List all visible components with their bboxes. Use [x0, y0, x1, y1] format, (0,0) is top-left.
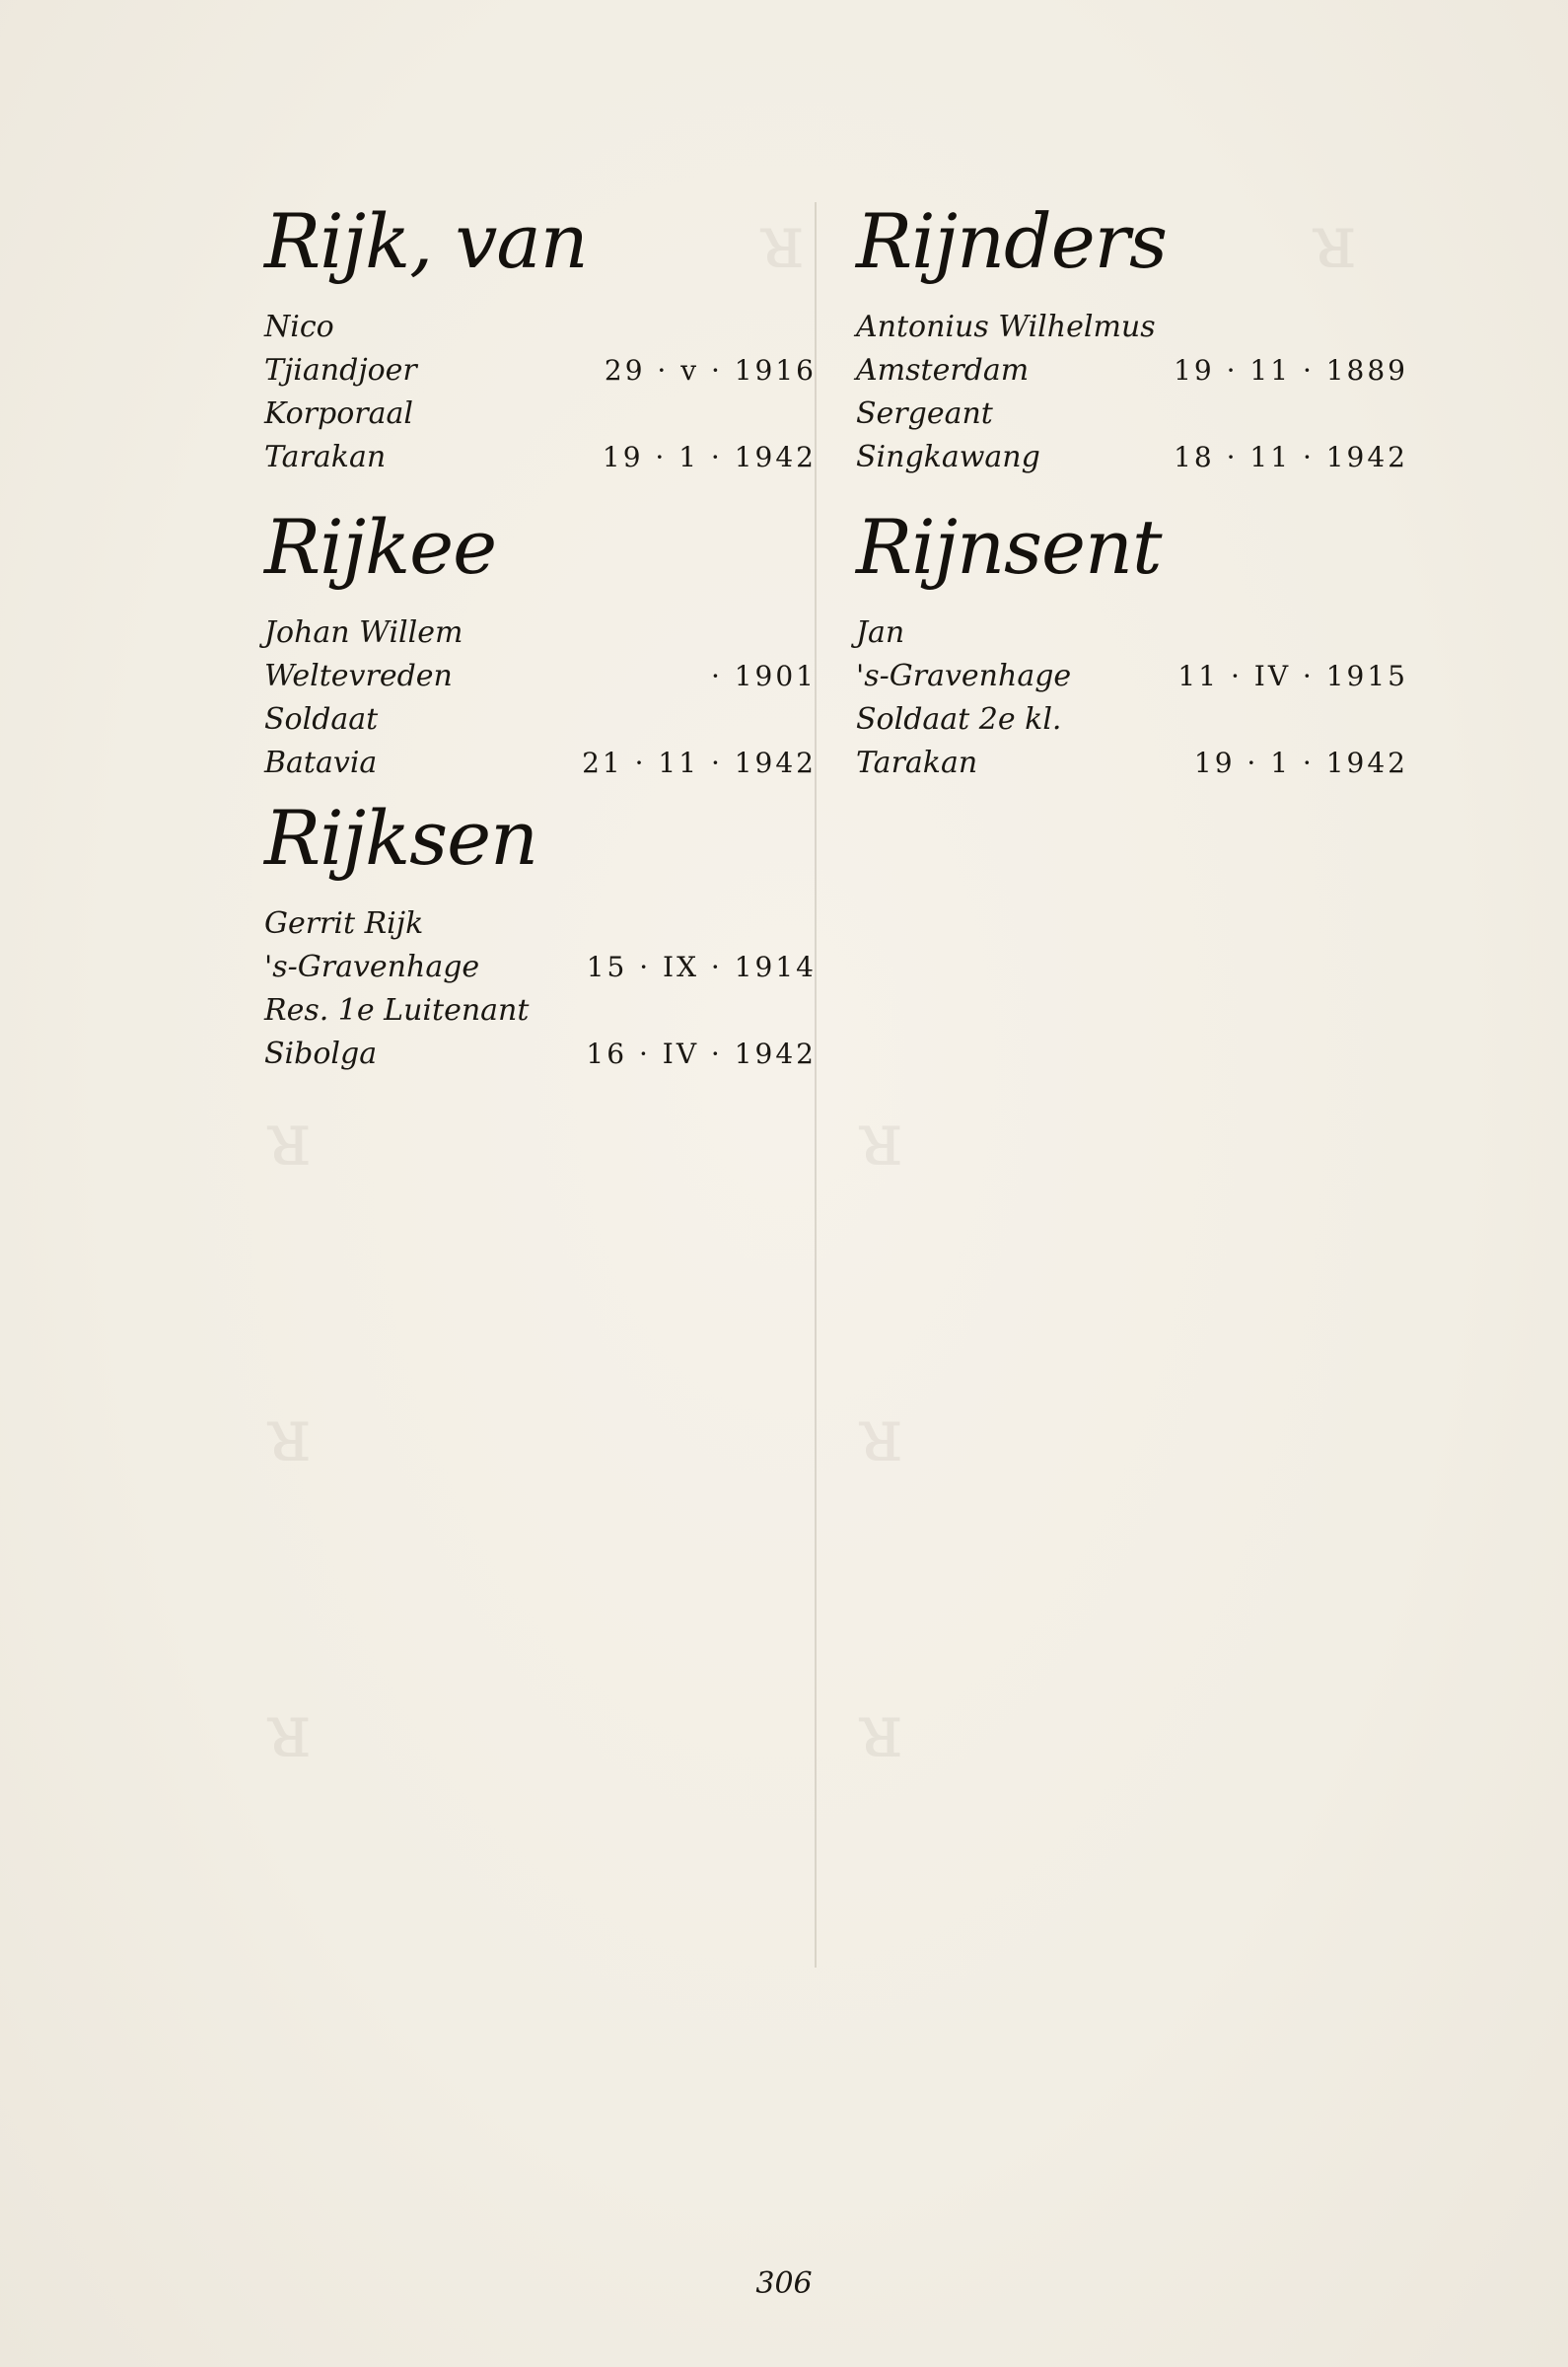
- bleed-through-decoration: ᴚ: [1312, 197, 1357, 285]
- entry-rijk-van: [264, 197, 817, 479]
- bleed-through-decoration: ᴚ: [759, 197, 805, 285]
- bleed-through-decoration: ᴚ: [266, 1686, 312, 1774]
- entry-line: [264, 989, 817, 1033]
- entry-label: Singkawang: [856, 440, 1040, 474]
- entry-label: Soldaat: [264, 702, 379, 737]
- entry-label: Tarakan: [856, 746, 978, 780]
- entry-line: [264, 698, 817, 742]
- entry-line: [856, 655, 1408, 698]
- entry-rijnders: [856, 197, 1408, 479]
- entry-label: Batavia: [264, 746, 378, 780]
- entry-label: 's-Gravenhage: [856, 659, 1072, 693]
- entry-label: Sibolga: [264, 1037, 378, 1071]
- entry-date: · 1901: [710, 660, 817, 692]
- entry-label: Nico: [264, 310, 334, 344]
- entry-label: Tarakan: [264, 440, 387, 474]
- bleed-through-decoration: ᴚ: [858, 1686, 903, 1774]
- bleed-through-decoration: ᴚ: [858, 1095, 903, 1183]
- entry-date: 21 · 11 · 1942: [582, 747, 817, 779]
- entry-line: [856, 349, 1408, 393]
- entry-date: 11 · IV · 1915: [1177, 660, 1408, 692]
- entry-label: Sergeant: [856, 396, 993, 431]
- entry-line: [856, 698, 1408, 742]
- surname: Rijksen: [264, 794, 538, 882]
- entry-date: 19 · 1 · 1942: [1193, 747, 1408, 779]
- entry-rijksen: [264, 794, 817, 1076]
- entry-label: Johan Willem: [264, 615, 463, 650]
- entry-label: Jan: [856, 615, 905, 650]
- entry-label: Tjiandjoer: [264, 353, 417, 388]
- entry-label: Soldaat 2e kl.: [856, 702, 1062, 737]
- entry-date: 19 · 11 · 1889: [1174, 354, 1408, 387]
- entry-label: Weltevreden: [264, 659, 453, 693]
- bleed-through-decoration: ᴚ: [266, 1391, 312, 1478]
- entry-date: 19 · 1 · 1942: [602, 441, 817, 473]
- bleed-through-decoration: ᴚ: [266, 1095, 312, 1183]
- entry-line: [264, 436, 817, 479]
- entry-date: 29 · v · 1916: [604, 354, 817, 387]
- entry-rijkee: [264, 503, 817, 785]
- entry-label: Antonius Wilhelmus: [856, 310, 1156, 344]
- surname: Rijnsent: [856, 503, 1162, 591]
- entry-line: [264, 611, 817, 655]
- entry-line: [264, 1033, 817, 1076]
- entry-line: [856, 306, 1408, 349]
- surname: Rijkee: [264, 503, 497, 591]
- entry-label: Res. 1e Luitenant: [264, 993, 530, 1028]
- surname: Rijnders: [856, 197, 1167, 285]
- bleed-through-decoration: ᴚ: [858, 1391, 903, 1478]
- entry-line: [264, 349, 817, 393]
- entry-line: [264, 393, 817, 436]
- entry-date: 16 · IV · 1942: [586, 1038, 817, 1070]
- entry-line: [856, 393, 1408, 436]
- entry-line: [856, 436, 1408, 479]
- entry-line: [264, 946, 817, 989]
- entry-label: Korporaal: [264, 396, 413, 431]
- entry-date: 18 · 11 · 1942: [1174, 441, 1408, 473]
- entry-label: Amsterdam: [856, 353, 1030, 388]
- entry-line: [264, 655, 817, 698]
- entry-label: 's-Gravenhage: [264, 950, 480, 984]
- entry-line: [264, 306, 817, 349]
- entry-line: [264, 742, 817, 785]
- entry-label: Gerrit Rijk: [264, 906, 424, 941]
- page-number: 306: [755, 2266, 813, 2301]
- entry-rijnsent: [856, 503, 1408, 785]
- entry-line: [856, 611, 1408, 655]
- entry-date: 15 · IX · 1914: [586, 951, 817, 983]
- entry-line: [264, 902, 817, 946]
- entry-line: [856, 742, 1408, 785]
- surname: Rijk, van: [264, 197, 588, 285]
